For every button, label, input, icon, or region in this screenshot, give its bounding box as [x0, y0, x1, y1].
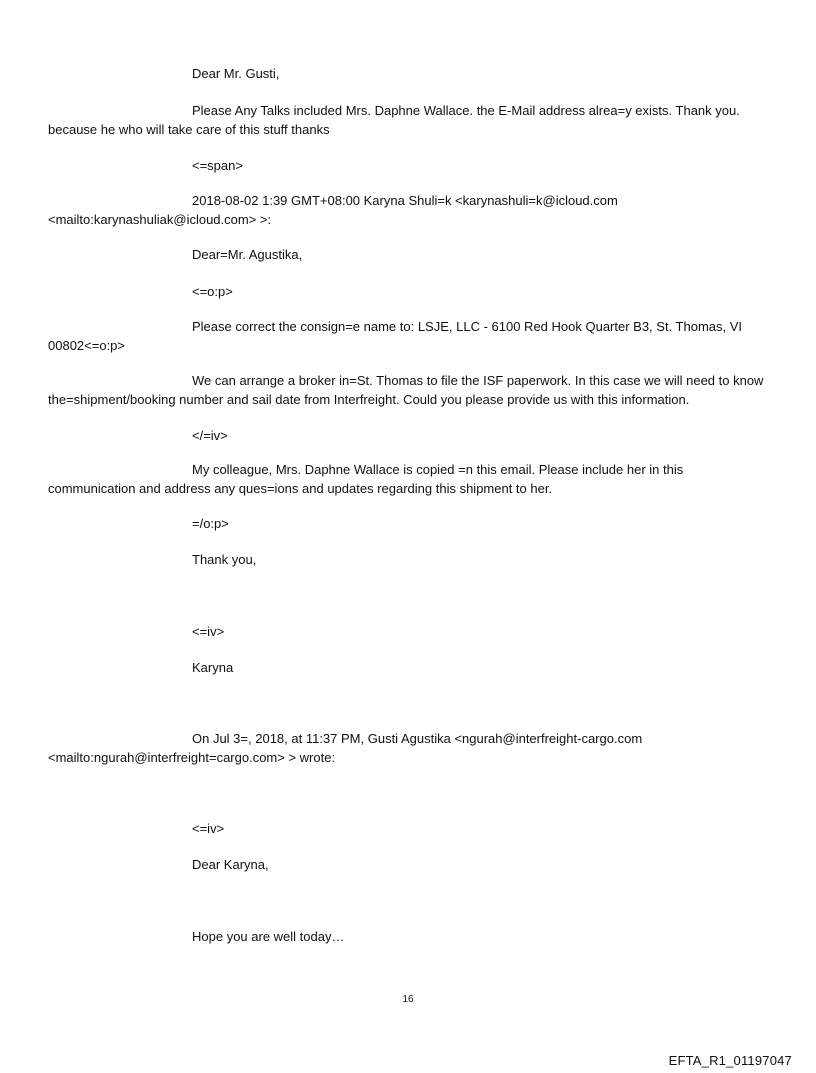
body-paragraph: </=iv> [192, 428, 228, 443]
quoted-header: 2018-08-02 1:39 GMT+08:00 Karyna Shuli=k <karynashuli=k@icloud.com <mailto:karynashuliak@icloud.com> >: [48, 193, 618, 227]
body-paragraph: <=iv> [192, 821, 225, 836]
greeting: Dear Mr. Gusti, [192, 66, 280, 81]
body-paragraph: My colleague, Mrs. Daphne Wallace is copied =n this email. Please include her in this communication and address any ques=ions and updates regarding this shipment to her. [48, 462, 684, 496]
greeting: Dear Karyna, [192, 857, 269, 872]
body-paragraph: Hope you are well today… [192, 929, 345, 944]
body-paragraph: <=o:p> [192, 284, 233, 299]
body-paragraph: Please correct the consign=e name to: LSJE, LLC - 6100 Red Hook Quarter B3, St. Thomas, VI 00802<=o:p> [48, 319, 743, 353]
body-paragraph: <=span> [192, 158, 243, 173]
quoted-header: On Jul 3=, 2018, at 11:37 PM, Gusti Agustika <ngurah@interfreight-cargo.com <mailto:ngurah@interfreight=cargo.com> > wrote: [48, 731, 643, 765]
body-paragraph: We can arrange a broker in=St. Thomas to file the ISF paperwork. In this case we will need to know the=shipment/booking number and sail date from Interfreight. Could you please provide us with this information. [48, 373, 764, 407]
document-id: EFTA_R1_01197047 [668, 1053, 792, 1068]
page-number: 16 [402, 994, 414, 1005]
signature: Karyna [192, 660, 234, 675]
body-paragraph: =/o:p> [192, 516, 229, 531]
closing: Thank you, [192, 552, 257, 567]
body-paragraph: Dear=Mr. Agustika, [192, 247, 303, 262]
body-paragraph: <=iv> [192, 624, 225, 639]
body-paragraph: Please Any Talks included Mrs. Daphne Wallace. the E-Mail address alrea=y exists. Thank you. because he who will take care of this stuff thanks [48, 103, 740, 137]
